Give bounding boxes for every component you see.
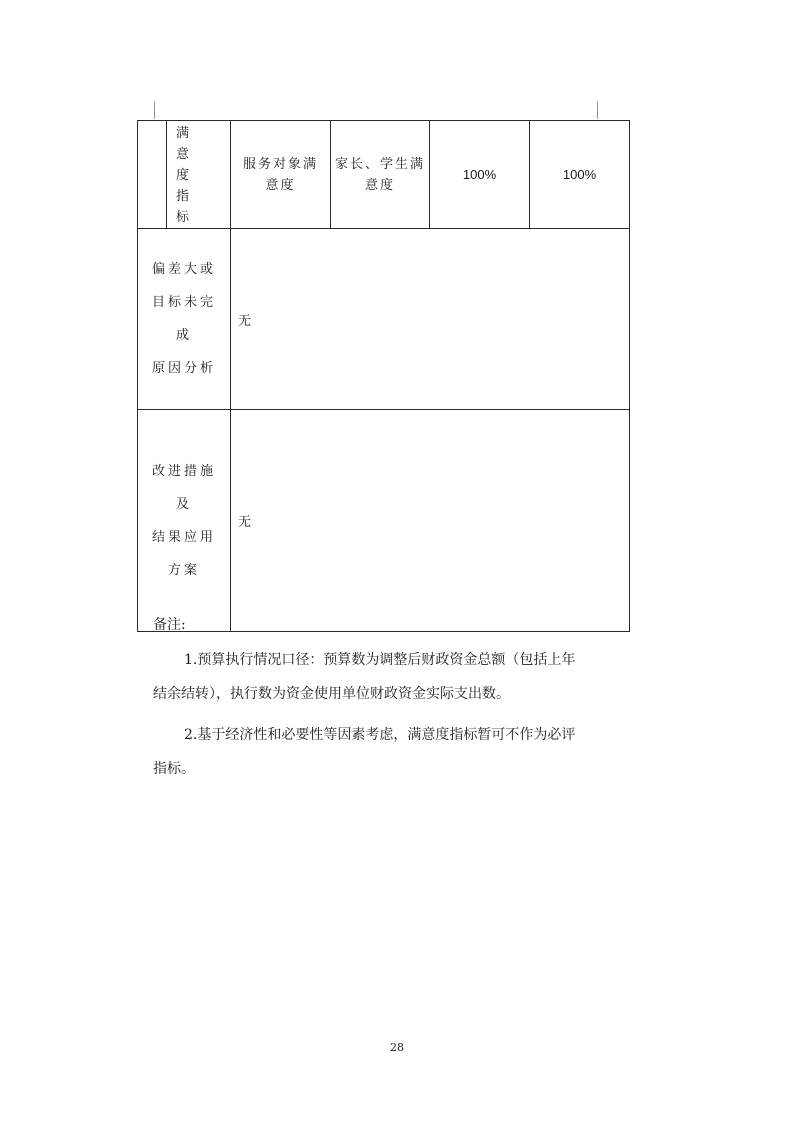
improvement-plan-header <box>138 410 231 632</box>
page-number: 28 <box>390 1041 404 1054</box>
actual-value-cell: 100% <box>530 121 630 229</box>
content-text: 无 <box>238 314 252 329</box>
content-text: 无 <box>238 515 252 530</box>
level2-text-line: 标 <box>176 210 204 225</box>
page-corner-mark-left <box>154 101 155 119</box>
note-2-line-2: 指标。 <box>153 761 195 777</box>
note-1-line-2: 结余结转），执行数为资金使用单位财政资金实际支出数。 <box>153 686 510 702</box>
level2-text-line: 满 意 <box>176 126 204 162</box>
deviation-analysis-content <box>231 229 630 410</box>
notes-section <box>153 614 613 786</box>
indicator-text-line: 意度 <box>364 177 395 193</box>
notes-title: 备注: <box>153 617 186 633</box>
indicator-name-cell <box>331 121 430 229</box>
note-1-line-1: 1.预算执行情况口径：预算数为调整后财政资金总额（包括上年 <box>184 652 576 668</box>
level3-indicator-cell <box>231 121 331 229</box>
performance-evaluation-table <box>137 120 630 632</box>
level2-indicator-cell <box>167 121 231 229</box>
header-line: 及 <box>175 496 192 512</box>
deviation-analysis-row <box>138 229 630 410</box>
header-line: 方案 <box>167 562 200 578</box>
header-line: 原因分析 <box>151 361 216 376</box>
header-line: 目标未完 <box>151 295 216 310</box>
indicator-text-line: 家长、学生满 <box>334 156 425 172</box>
header-line: 改进措施 <box>151 463 216 479</box>
improvement-plan-content <box>231 410 630 632</box>
category-cell <box>138 121 167 229</box>
level3-text-line: 服务对象满 <box>242 156 318 172</box>
level2-text-line: 度 指 <box>176 168 204 204</box>
satisfaction-indicator-row <box>138 121 630 229</box>
header-line: 成 <box>175 328 192 343</box>
header-line: 偏差大或 <box>151 262 216 277</box>
page-corner-mark-right <box>597 101 598 119</box>
improvement-plan-row <box>138 410 630 632</box>
target-value-cell: 100% <box>430 121 530 229</box>
note-2-line-1: 2.基于经济性和必要性等因素考虑，满意度指标暂可不作为必评 <box>184 727 576 743</box>
header-line: 结果应用 <box>151 529 216 545</box>
level3-text-line: 意度 <box>265 177 296 193</box>
deviation-analysis-header <box>138 229 231 410</box>
